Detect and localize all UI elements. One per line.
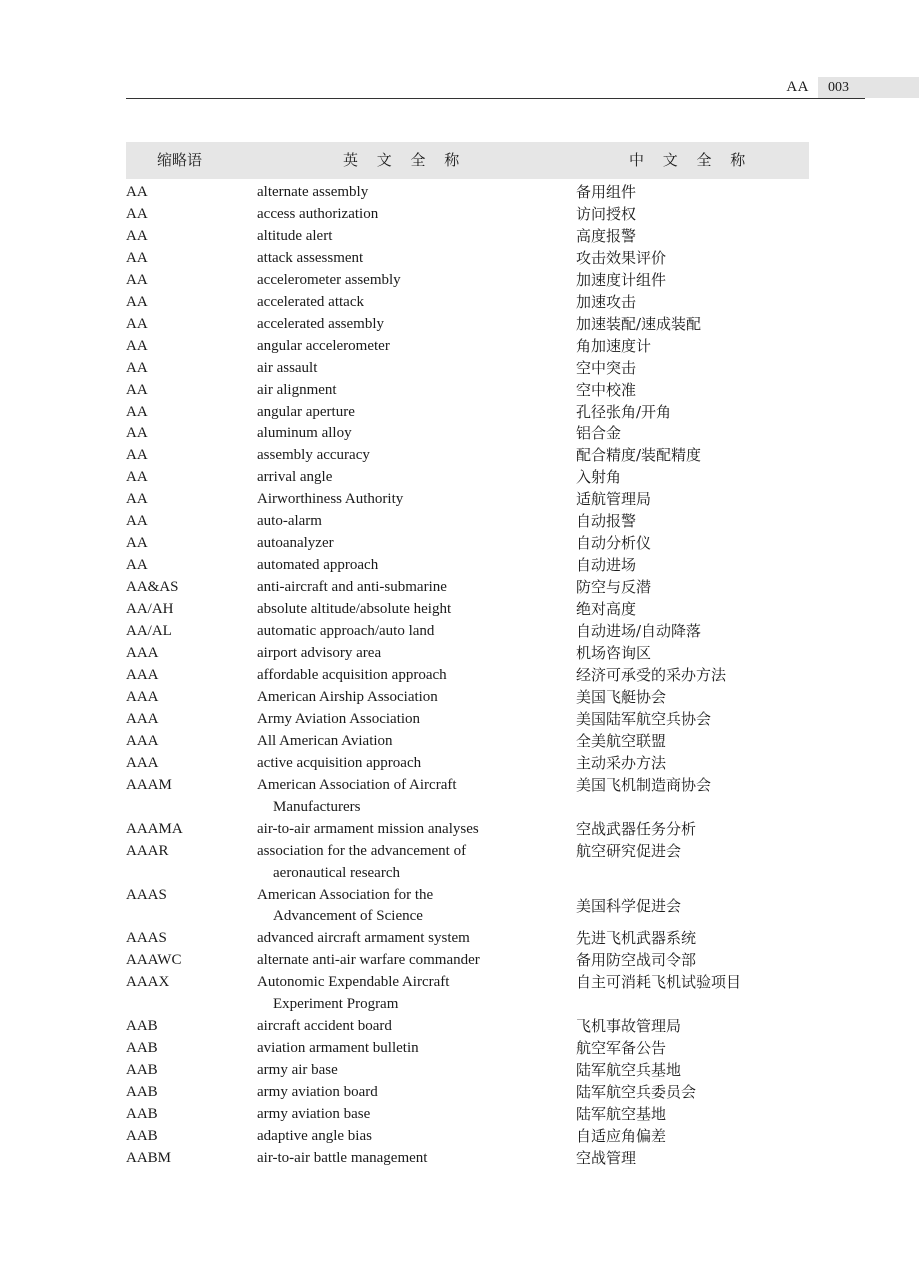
chinese-name-cell: 自适应角偏差: [576, 1126, 667, 1145]
english-name-cell: [257, 1148, 547, 1170]
table-row: [126, 1082, 826, 1104]
abbreviation-cell: AA: [126, 249, 148, 266]
english-name-line: air alignment: [257, 381, 337, 398]
abbreviation-cell: AA: [126, 293, 148, 310]
english-name-cell: [257, 511, 547, 533]
english-name-line: army air base: [257, 1062, 338, 1079]
chinese-name-cell: 入射角: [576, 468, 622, 487]
english-name-line: angular accelerometer: [257, 337, 390, 354]
english-name-line: air-to-air battle management: [257, 1149, 428, 1166]
abbreviation-cell: AA: [126, 469, 148, 486]
english-name-line: alternate anti-air warfare commander: [257, 952, 480, 969]
chinese-name-cell: 加速攻击: [576, 292, 637, 311]
table-row: [126, 775, 826, 819]
abbreviation-cell: AAAX: [126, 974, 170, 991]
english-name-cell: [257, 423, 547, 445]
table-row: [126, 885, 826, 929]
english-name-line: army aviation board: [257, 1084, 378, 1101]
abbreviation-cell: AABM: [126, 1149, 172, 1166]
section-label: AA: [786, 79, 809, 95]
abbreviation-cell: AA: [126, 315, 148, 332]
english-name-line: auto-alarm: [257, 513, 322, 530]
chinese-name-cell: 加速装配/速成装配: [576, 314, 702, 333]
english-name-line: access authorization: [257, 205, 379, 222]
chinese-name-cell: 角加速度计: [576, 336, 652, 355]
running-head: [0, 77, 919, 99]
english-name-cell: [257, 819, 547, 841]
english-name-cell: [257, 204, 547, 226]
chinese-name-cell: 陆军航空兵基地: [576, 1061, 682, 1080]
abbreviation-cell: AAAR: [126, 842, 169, 859]
table-row: [126, 1016, 826, 1038]
table-row: [126, 950, 826, 972]
english-name-cell: [257, 248, 547, 270]
chinese-name-cell: 防空与反潜: [576, 578, 652, 597]
chinese-name-cell: 攻击效果评价: [576, 248, 667, 267]
english-name-line: American Airship Association: [257, 688, 438, 705]
abbreviation-cell: AAA: [126, 666, 159, 683]
english-name-cell: [257, 445, 547, 467]
table-row: [126, 731, 826, 753]
table-row: [126, 336, 826, 358]
table-row: [126, 555, 826, 577]
english-name-cell: [257, 885, 547, 929]
table-row: [126, 358, 826, 380]
page-number: 003: [818, 77, 919, 98]
header-english-name: 英 文 全 称: [343, 151, 467, 169]
english-name-line: airport advisory area: [257, 645, 382, 662]
table-row: [126, 665, 826, 687]
english-name-cell: [257, 972, 547, 1016]
english-name-line: Advancement of Science: [273, 908, 423, 925]
english-name-cell: [257, 1126, 547, 1148]
table-row: [126, 226, 826, 248]
chinese-name-cell: 机场咨询区: [576, 644, 652, 663]
english-name-line: Army Aviation Association: [257, 710, 421, 727]
glossary-table: [126, 182, 826, 1170]
chinese-name-cell: 飞机事故管理局: [576, 1017, 682, 1036]
abbreviation-cell: AAB: [126, 1018, 158, 1035]
english-name-cell: [257, 621, 547, 643]
english-name-cell: [257, 380, 547, 402]
chinese-name-cell: 配合精度/装配精度: [576, 446, 702, 465]
abbreviation-cell: AA: [126, 403, 148, 420]
chinese-name-cell: 自动分析仪: [576, 534, 652, 553]
chinese-name-cell: 经济可承受的采办方法: [576, 665, 727, 684]
abbreviation-cell: AA: [126, 535, 148, 552]
table-row: [126, 489, 826, 511]
table-row: [126, 270, 826, 292]
abbreviation-cell: AAA: [126, 688, 159, 705]
chinese-name-cell: 美国科学促进会: [576, 896, 682, 915]
english-name-line: arrival angle: [257, 469, 333, 486]
english-name-line: altitude alert: [257, 227, 333, 244]
abbreviation-cell: AAA: [126, 732, 159, 749]
english-name-cell: [257, 489, 547, 511]
table-row: [126, 467, 826, 489]
english-name-line: American Association of Aircraft: [257, 776, 457, 793]
abbreviation-cell: AAB: [126, 1040, 158, 1057]
abbreviation-cell: AA: [126, 425, 148, 442]
english-name-line: assembly accuracy: [257, 447, 370, 464]
chinese-name-cell: 空战武器任务分析: [576, 819, 697, 838]
chinese-name-cell: 空中突击: [576, 358, 637, 377]
chinese-name-cell: 访问授权: [576, 204, 637, 223]
english-name-cell: [257, 753, 547, 775]
english-name-line: active acquisition approach: [257, 754, 422, 771]
english-name-cell: [257, 467, 547, 489]
english-name-line: association for the advancement of: [257, 842, 467, 859]
chinese-name-cell: 加速度计组件: [576, 270, 667, 289]
english-name-line: accelerometer assembly: [257, 271, 401, 288]
table-row: [126, 423, 826, 445]
english-name-line: aviation armament bulletin: [257, 1040, 419, 1057]
english-name-cell: [257, 950, 547, 972]
header-chinese-name: 中 文 全 称: [629, 151, 753, 169]
english-name-line: accelerated attack: [257, 293, 364, 310]
english-name-line: automated approach: [257, 557, 379, 574]
abbreviation-cell: AA: [126, 337, 148, 354]
abbreviation-cell: AA: [126, 557, 148, 574]
abbreviation-cell: AAAS: [126, 930, 167, 947]
chinese-name-cell: 自动进场/自动降落: [576, 622, 702, 641]
english-name-line: aircraft accident board: [257, 1018, 392, 1035]
english-name-cell: [257, 1104, 547, 1126]
abbreviation-cell: AA: [126, 513, 148, 530]
english-name-line: autoanalyzer: [257, 535, 334, 552]
english-name-line: Experiment Program: [273, 996, 399, 1013]
chinese-name-cell: 陆军航空基地: [576, 1105, 667, 1124]
table-row: [126, 577, 826, 599]
english-name-cell: [257, 1038, 547, 1060]
english-name-cell: [257, 1060, 547, 1082]
table-row: [126, 1148, 826, 1170]
english-name-line: Manufacturers: [273, 798, 361, 815]
abbreviation-cell: AAB: [126, 1127, 158, 1144]
english-name-cell: [257, 336, 547, 358]
table-row: [126, 687, 826, 709]
chinese-name-cell: 航空军备公告: [576, 1039, 667, 1058]
chinese-name-cell: 空中校准: [576, 380, 637, 399]
abbreviation-cell: AA: [126, 271, 148, 288]
header-abbreviation: 缩略语: [157, 151, 203, 169]
english-name-line: adaptive angle bias: [257, 1127, 372, 1144]
chinese-name-cell: 美国陆军航空兵协会: [576, 709, 712, 728]
english-name-cell: [257, 314, 547, 336]
chinese-name-cell: 备用组件: [576, 183, 637, 201]
abbreviation-cell: AA&AS: [126, 579, 179, 596]
english-name-line: Airworthiness Authority: [257, 491, 404, 508]
table-row: [126, 533, 826, 555]
english-name-cell: [257, 555, 547, 577]
english-name-cell: [257, 687, 547, 709]
chinese-name-cell: 先进飞机武器系统: [576, 929, 697, 948]
english-name-cell: [257, 270, 547, 292]
table-row: [126, 819, 826, 841]
english-name-cell: [257, 533, 547, 555]
abbreviation-cell: AA: [126, 381, 148, 398]
table-row: [126, 972, 826, 1016]
english-name-line: army aviation base: [257, 1106, 371, 1123]
english-name-cell: [257, 182, 547, 204]
english-name-line: air-to-air armament mission analyses: [257, 820, 479, 837]
table-row: [126, 445, 826, 467]
english-name-line: Autonomic Expendable Aircraft: [257, 974, 450, 991]
chinese-name-cell: 陆军航空兵委员会: [576, 1083, 697, 1102]
abbreviation-cell: AA/AL: [126, 623, 172, 640]
chinese-name-cell: 高度报警: [576, 226, 637, 245]
table-row: [126, 753, 826, 775]
abbreviation-cell: AA: [126, 184, 148, 200]
chinese-name-cell: 备用防空战司令部: [576, 951, 697, 970]
english-name-cell: [257, 709, 547, 731]
english-name-line: air assault: [257, 359, 318, 376]
table-row: [126, 380, 826, 402]
table-row: [126, 928, 826, 950]
table-row: [126, 841, 826, 885]
abbreviation-cell: AAAWC: [126, 952, 182, 969]
english-name-cell: [257, 731, 547, 753]
chinese-name-cell: 自动报警: [576, 512, 637, 531]
abbreviation-cell: AAB: [126, 1084, 158, 1101]
abbreviation-cell: AA: [126, 359, 148, 376]
english-name-cell: [257, 665, 547, 687]
english-name-line: American Association for the: [257, 886, 434, 903]
english-name-line: accelerated assembly: [257, 315, 385, 332]
table-row: [126, 709, 826, 731]
abbreviation-cell: AAB: [126, 1106, 158, 1123]
table-row: [126, 599, 826, 621]
english-name-line: attack assessment: [257, 249, 364, 266]
english-name-cell: [257, 292, 547, 314]
abbreviation-cell: AA: [126, 205, 148, 222]
chinese-name-cell: 主动采办方法: [576, 753, 667, 772]
abbreviation-cell: AA: [126, 227, 148, 244]
english-name-line: aluminum alloy: [257, 425, 352, 442]
chinese-name-cell: 美国飞机制造商协会: [576, 775, 712, 794]
table-row: [126, 511, 826, 533]
english-name-cell: [257, 841, 547, 885]
english-name-cell: [257, 1082, 547, 1104]
table-row: [126, 182, 826, 204]
abbreviation-cell: AAA: [126, 754, 159, 771]
table-row: [126, 1060, 826, 1082]
table-row: [126, 621, 826, 643]
chinese-name-cell: 孔径张角/开角: [576, 402, 672, 421]
table-row: [126, 1126, 826, 1148]
table-row: [126, 314, 826, 336]
abbreviation-cell: AA: [126, 447, 148, 464]
english-name-cell: [257, 928, 547, 950]
abbreviation-cell: AAAMA: [126, 820, 183, 837]
english-name-cell: [257, 358, 547, 380]
english-name-cell: [257, 402, 547, 424]
english-name-cell: [257, 226, 547, 248]
chinese-name-cell: 航空研究促进会: [576, 841, 682, 860]
abbreviation-cell: AAAS: [126, 886, 167, 903]
english-name-line: affordable acquisition approach: [257, 666, 447, 683]
english-name-line: alternate assembly: [257, 184, 369, 200]
chinese-name-cell: 绝对高度: [576, 600, 637, 619]
chinese-name-cell: 自动进场: [576, 556, 637, 575]
english-name-line: All American Aviation: [257, 732, 393, 749]
english-name-cell: [257, 1016, 547, 1038]
english-name-line: automatic approach/auto land: [257, 623, 435, 640]
abbreviation-cell: AAA: [126, 710, 159, 727]
table-row: [126, 292, 826, 314]
table-row: [126, 1038, 826, 1060]
table-row: [126, 1104, 826, 1126]
english-name-cell: [257, 577, 547, 599]
english-name-cell: [257, 775, 547, 819]
header-rule: [126, 98, 865, 99]
chinese-name-cell: 铝合金: [576, 424, 622, 443]
table-row: [126, 248, 826, 270]
abbreviation-cell: AAA: [126, 645, 159, 662]
english-name-line: angular aperture: [257, 403, 355, 420]
table-row: [126, 204, 826, 226]
english-name-cell: [257, 643, 547, 665]
abbreviation-cell: AA: [126, 491, 148, 508]
english-name-line: absolute altitude/absolute height: [257, 601, 452, 618]
chinese-name-cell: 全美航空联盟: [576, 731, 667, 750]
english-name-cell: [257, 599, 547, 621]
english-name-line: anti-aircraft and anti-submarine: [257, 579, 447, 596]
english-name-line: aeronautical research: [273, 864, 400, 881]
abbreviation-cell: AAB: [126, 1062, 158, 1079]
table-row: [126, 643, 826, 665]
english-name-line: advanced aircraft armament system: [257, 930, 470, 947]
chinese-name-cell: 美国飞艇协会: [576, 687, 667, 706]
abbreviation-cell: AA/AH: [126, 601, 174, 618]
chinese-name-cell: 自主可消耗飞机试验项目: [576, 973, 742, 992]
table-header: [126, 142, 809, 179]
chinese-name-cell: 空战管理: [576, 1148, 637, 1167]
chinese-name-cell: 适航管理局: [576, 490, 652, 509]
table-row: [126, 402, 826, 424]
abbreviation-cell: AAAM: [126, 776, 172, 793]
